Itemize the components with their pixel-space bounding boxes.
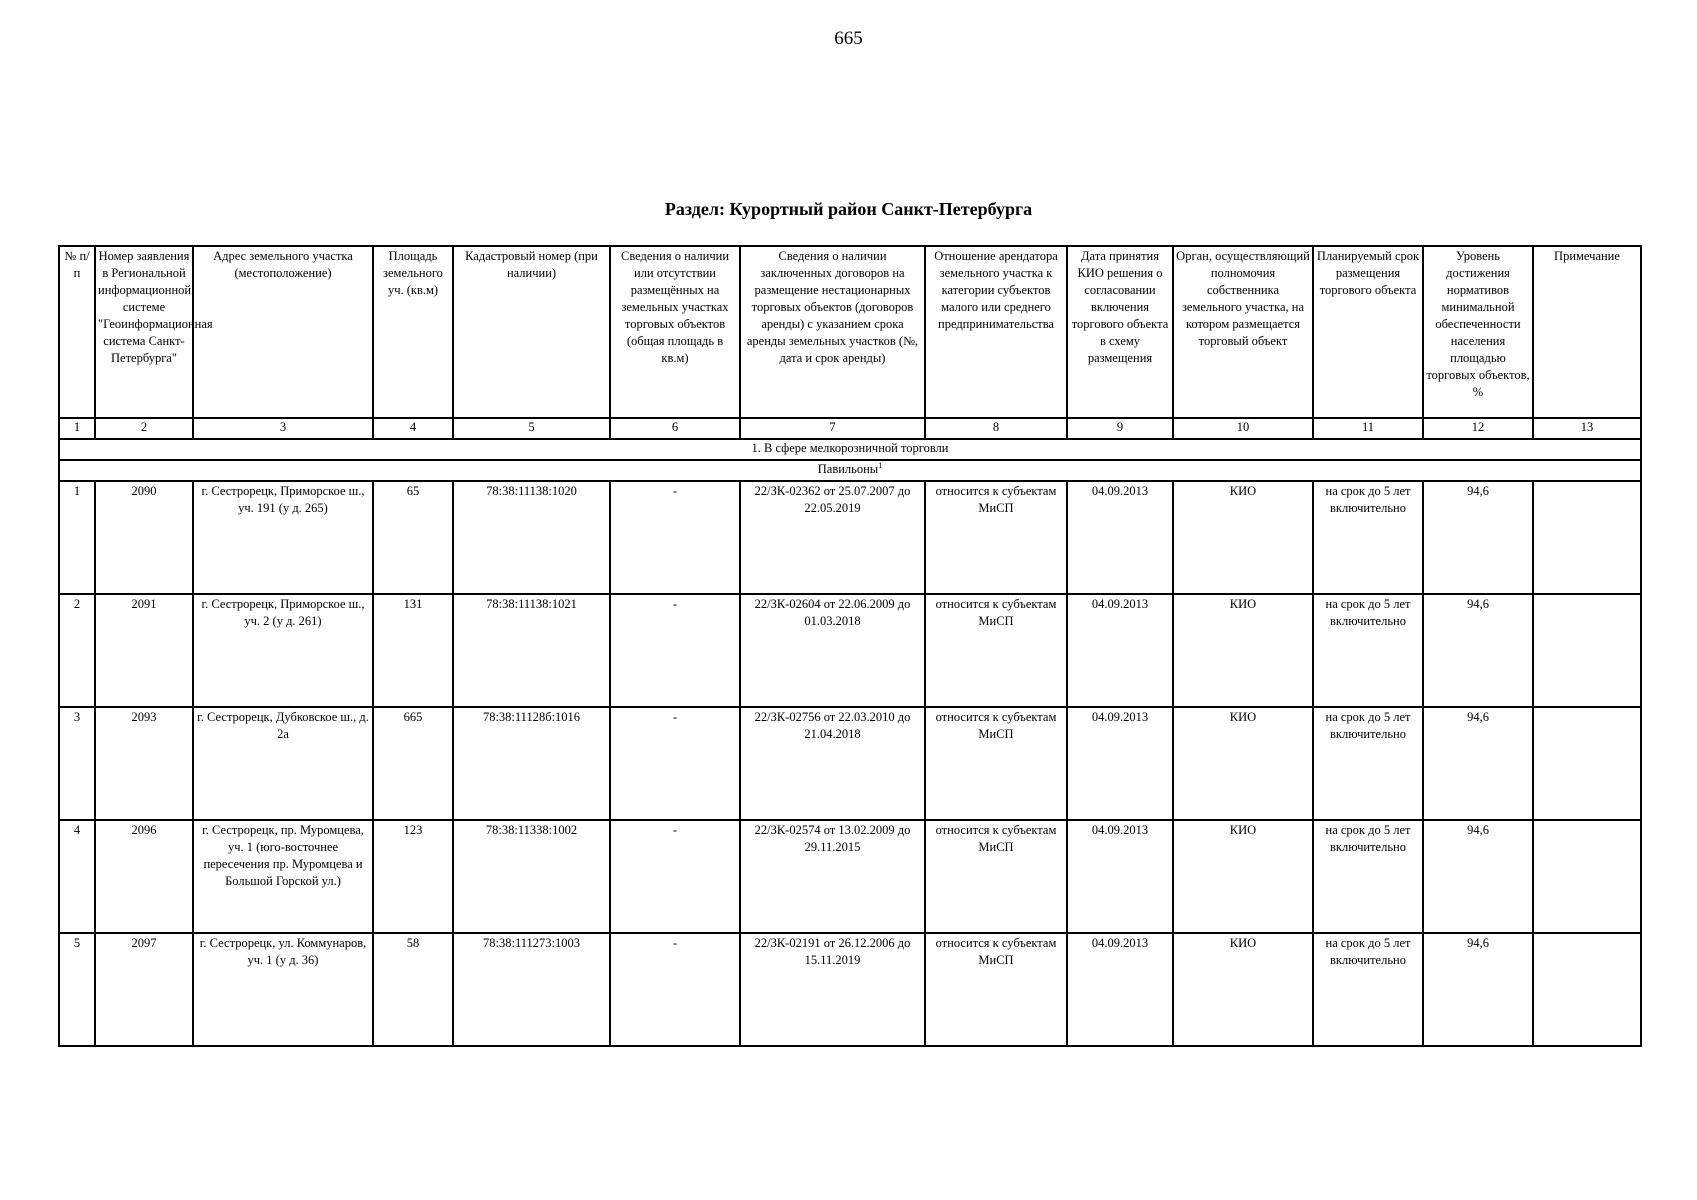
column-number-row: [59, 418, 1641, 439]
row-number: 3: [59, 707, 95, 820]
note: [1533, 481, 1641, 594]
column-number: 9: [1067, 418, 1173, 439]
column-number: 13: [1533, 418, 1641, 439]
row-number: 4: [59, 820, 95, 933]
area: 123: [373, 820, 453, 933]
cadastral-number: 78:38:111273:1003: [453, 933, 610, 1046]
authority: КИО: [1173, 820, 1313, 933]
row-number: 2: [59, 594, 95, 707]
header-cell: Номер заявления в Региональной информационной системе "Геоинформационная система Санкт-Петербурга": [95, 246, 193, 418]
column-number: 3: [193, 418, 373, 439]
column-number: 11: [1313, 418, 1423, 439]
sme-status: относится к субъектам МиСП: [925, 933, 1067, 1046]
subgroup-row: [59, 460, 1641, 481]
cadastral-number: 78:38:11138:1021: [453, 594, 610, 707]
planned-term: на срок до 5 лет включительно: [1313, 594, 1423, 707]
application-number: 2090: [95, 481, 193, 594]
row-number: 1: [59, 481, 95, 594]
decision-date: 04.09.2013: [1067, 481, 1173, 594]
application-number: 2097: [95, 933, 193, 1046]
application-number: 2096: [95, 820, 193, 933]
area: 131: [373, 594, 453, 707]
contract: 22/ЗК-02191 от 26.12.2006 до 15.11.2019: [740, 933, 925, 1046]
group-row: [59, 439, 1641, 460]
address: г. Сестрорецк, Дубковское ш., д. 2а: [193, 707, 373, 820]
subgroup-footnote: 1: [878, 460, 883, 470]
application-number: 2093: [95, 707, 193, 820]
row-number: 5: [59, 933, 95, 1046]
note: [1533, 933, 1641, 1046]
cadastral-number: 78:38:11338:1002: [453, 820, 610, 933]
contract: 22/ЗК-02574 от 13.02.2009 до 29.11.2015: [740, 820, 925, 933]
subgroup-cell: [59, 460, 1641, 481]
note: [1533, 820, 1641, 933]
table-row: [59, 481, 1641, 594]
header-cell: Уровень достижения нормативов минимальной обеспеченности населения площадью торговых объектов, %: [1423, 246, 1533, 418]
header-cell: Площадь земельного уч. (кв.м): [373, 246, 453, 418]
sme-status: относится к субъектам МиСП: [925, 594, 1067, 707]
contract: 22/ЗК-02362 от 25.07.2007 до 22.05.2019: [740, 481, 925, 594]
planned-term: на срок до 5 лет включительно: [1313, 820, 1423, 933]
column-number: 12: [1423, 418, 1533, 439]
provision-level: 94,6: [1423, 707, 1533, 820]
address: г. Сестрорецк, Приморское ш., уч. 2 (у д. 261): [193, 594, 373, 707]
provision-level: 94,6: [1423, 594, 1533, 707]
table-row: [59, 594, 1641, 707]
authority: КИО: [1173, 594, 1313, 707]
decision-date: 04.09.2013: [1067, 933, 1173, 1046]
group-title: 1. В сфере мелкорозничной торговли: [59, 439, 1641, 460]
contract: 22/ЗК-02756 от 22.03.2010 до 21.04.2018: [740, 707, 925, 820]
placed-objects: -: [610, 933, 740, 1046]
decision-date: 04.09.2013: [1067, 820, 1173, 933]
column-number: 2: [95, 418, 193, 439]
table-row: [59, 933, 1641, 1046]
registry-table: [58, 245, 1642, 1047]
address: г. Сестрорецк, Приморское ш., уч. 191 (у д. 265): [193, 481, 373, 594]
address: г. Сестрорецк, ул. Коммунаров, уч. 1 (у д. 36): [193, 933, 373, 1046]
column-number: 10: [1173, 418, 1313, 439]
contract: 22/ЗК-02604 от 22.06.2009 до 01.03.2018: [740, 594, 925, 707]
application-number: 2091: [95, 594, 193, 707]
column-number: 6: [610, 418, 740, 439]
decision-date: 04.09.2013: [1067, 707, 1173, 820]
cadastral-number: 78:38:11128б:1016: [453, 707, 610, 820]
column-number: 1: [59, 418, 95, 439]
area: 65: [373, 481, 453, 594]
planned-term: на срок до 5 лет включительно: [1313, 481, 1423, 594]
placed-objects: -: [610, 481, 740, 594]
provision-level: 94,6: [1423, 481, 1533, 594]
table-row: [59, 820, 1641, 933]
page-number: 665: [834, 28, 863, 49]
sme-status: относится к субъектам МиСП: [925, 481, 1067, 594]
provision-level: 94,6: [1423, 933, 1533, 1046]
header-cell: Примечание: [1533, 246, 1641, 418]
provision-level: 94,6: [1423, 820, 1533, 933]
header-cell: Сведения о наличии заключенных договоров на размещение нестационарных торговых объектов (договоров аренды) с указанием срока аренды земельных участков (№, дата и срок аренды): [740, 246, 925, 418]
planned-term: на срок до 5 лет включительно: [1313, 707, 1423, 820]
note: [1533, 707, 1641, 820]
header-cell: Планируемый срок размещения торгового объекта: [1313, 246, 1423, 418]
placed-objects: -: [610, 820, 740, 933]
section-title: Раздел: Курортный район Санкт-Петербурга: [664, 199, 1033, 219]
planned-term: на срок до 5 лет включительно: [1313, 933, 1423, 1046]
header-cell: Дата принятия КИО решения о согласовании включения торгового объекта в схему размещения: [1067, 246, 1173, 418]
placed-objects: -: [610, 594, 740, 707]
area: 665: [373, 707, 453, 820]
decision-date: 04.09.2013: [1067, 594, 1173, 707]
header-cell: № п/п: [59, 246, 95, 418]
subgroup-title: Павильоны: [817, 462, 879, 476]
note: [1533, 594, 1641, 707]
header-cell: Адрес земельного участка (местоположение): [193, 246, 373, 418]
table-row: [59, 707, 1641, 820]
sme-status: относится к субъектам МиСП: [925, 707, 1067, 820]
header-cell: Отношение арендатора земельного участка к категории субъектов малого или среднего предпринимательства: [925, 246, 1067, 418]
area: 58: [373, 933, 453, 1046]
column-number: 4: [373, 418, 453, 439]
column-number: 7: [740, 418, 925, 439]
header-cell: Кадастровый номер (при наличии): [453, 246, 610, 418]
authority: КИО: [1173, 933, 1313, 1046]
placed-objects: -: [610, 707, 740, 820]
header-cell: Сведения о наличии или отсутствии размещённых на земельных участках торговых объектов (общая площадь в кв.м): [610, 246, 740, 418]
header-cell: Орган, осуществляющий полномочия собственника земельного участка, на котором размещается торговый объект: [1173, 246, 1313, 418]
column-number: 8: [925, 418, 1067, 439]
cadastral-number: 78:38:11138:1020: [453, 481, 610, 594]
authority: КИО: [1173, 707, 1313, 820]
authority: КИО: [1173, 481, 1313, 594]
header-row: [59, 246, 1641, 418]
address: г. Сестрорецк, пр. Муромцева, уч. 1 (юго-восточнее пересечения пр. Муромцева и Большой Горской ул.): [193, 820, 373, 933]
column-number: 5: [453, 418, 610, 439]
sme-status: относится к субъектам МиСП: [925, 820, 1067, 933]
